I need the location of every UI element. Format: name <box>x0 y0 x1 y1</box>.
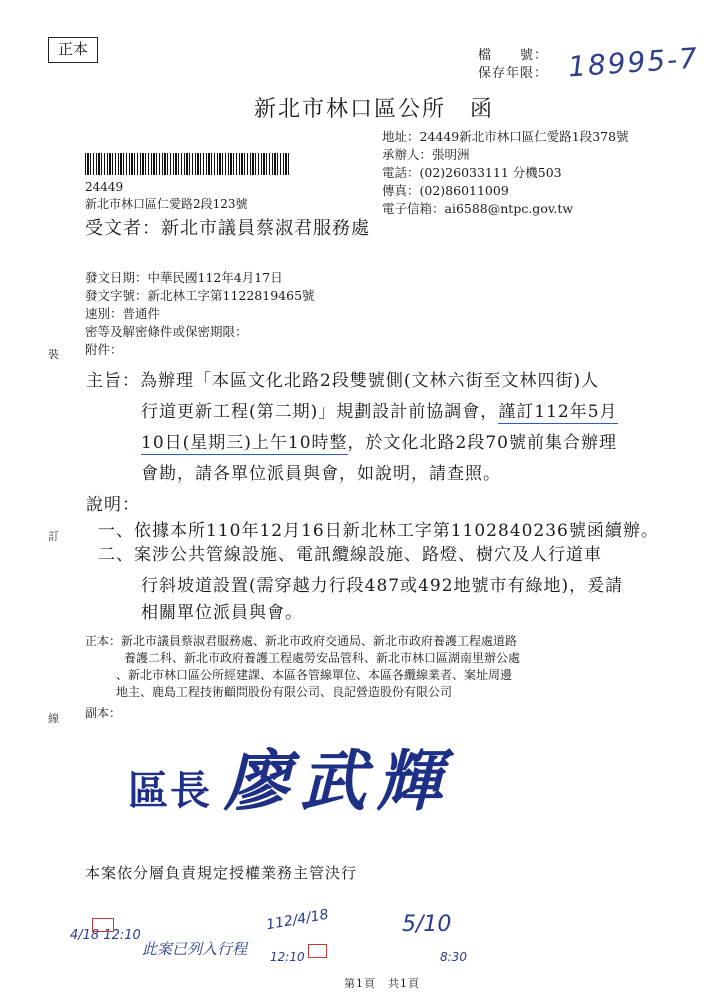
phone-number: 電話：(02)26033111 分機503 <box>382 165 562 180</box>
cc-line-3: 、新北市林口區公所經建課、本區各管線單位、本區各纜線業者、案址周邊 <box>116 668 513 682</box>
subject-line-3-text: ，於文化北路2段70號前集合辦理 <box>347 433 617 453</box>
binding-mark-top: 裝 <box>48 348 59 361</box>
secrecy-level: 密等及解密條件或保密期限： <box>85 324 248 339</box>
handwritten-received-date: 4/18 12:10 <box>70 928 141 943</box>
document-number: 發文字號：新北林工字第1122819465號 <box>85 288 315 303</box>
archive-number-label: 檔 號： <box>478 48 549 63</box>
recipient: 受文者：新北市議員蔡淑君服務處 <box>85 218 370 239</box>
explanation-item-2: 二、案涉公共管線設施、電訊纜線設施、路燈、樹穴及人行道車 <box>98 545 602 565</box>
recipient-zip: 24449 <box>85 180 124 194</box>
issue-date: 發文日期：中華民國112年4月17日 <box>85 270 283 285</box>
attachments: 附件： <box>85 342 123 357</box>
meeting-time-highlight: 10日(星期三)上午10時整 <box>141 433 348 453</box>
red-handler-stamp-box <box>312 946 323 956</box>
handwritten-meeting-time: 8:30 <box>440 950 467 964</box>
document-title: 新北市林口區公所 函 <box>253 97 494 122</box>
signature-block <box>128 728 452 823</box>
signature-title: 區長 <box>128 767 212 814</box>
subject-line-1: 主旨：為辦理「本區文化北路2段雙號側(文林六街至文林四街)人 <box>86 371 600 391</box>
page-number: 第1頁 共1頁 <box>344 977 420 990</box>
urgency: 速別：普通件 <box>85 306 161 321</box>
postal-barcode <box>85 153 290 175</box>
email-address: 電子信箱：ai6588@ntpc.gov.tw <box>382 201 574 216</box>
copy-type-badge: 正本 <box>48 37 98 63</box>
binding-mark-bottom: 線 <box>48 712 59 725</box>
explanation-item-1: 一、依據本所110年12月16日新北林工字第1102840236號函續辦。 <box>98 521 659 541</box>
red-handler-stamp <box>308 944 327 958</box>
explanation-item-2-cont: 行斜坡道設置(需穿越力行段487或492地號市有綠地)，爰請 <box>141 576 624 596</box>
handwritten-schedule-note: 此案已列入行程 <box>142 940 248 958</box>
cc-line-1: 正本：新北市議員蔡淑君服務處、新北市政府交通局、新北市政府養護工程處道路 <box>85 634 518 648</box>
subject-line-3 <box>141 428 617 459</box>
cc-line-2: 養護二科、新北市政府養護工程處勞安品管科、新北市林口區湖南里辦公處 <box>124 651 521 665</box>
handwritten-date-middle: 112/4/18 <box>265 906 330 934</box>
subject-line-2 <box>141 397 618 428</box>
handwritten-file-number: 18995-7 <box>567 41 700 84</box>
explanation-item-2-end: 相關單位派員與會。 <box>141 603 303 623</box>
explanation-label: 說明： <box>86 495 140 515</box>
signature-name: 廖武輝 <box>224 742 452 820</box>
handwritten-meeting-date: 5/10 <box>402 912 452 937</box>
meeting-date-highlight: 謹訂112年5月 <box>498 402 618 422</box>
retention-label: 保存年限： <box>478 66 549 81</box>
handler-name: 承辦人：張明洲 <box>382 147 470 162</box>
subject-line-4: 會勘，請各單位派員與會，如說明，請查照。 <box>141 464 501 484</box>
binding-mark-middle: 訂 <box>48 530 59 543</box>
fax-number: 傳真：(02)86011009 <box>382 183 509 198</box>
red-receipt-stamp <box>92 918 114 932</box>
subject-line-2-text: 行道更新工程(第二期)」規劃設計前協調會， <box>141 402 499 422</box>
cc-line-4: 地主、鹿島工程技術顧問股份有限公司、良記營造股份有限公司 <box>116 685 453 699</box>
handwritten-time-middle: 12:10 <box>270 950 305 964</box>
red-receipt-stamp-box <box>96 920 110 930</box>
secondary-copy-label: 副本： <box>85 706 122 720</box>
delegation-note: 本案依分層負責規定授權業務主管決行 <box>85 864 358 882</box>
recipient-address: 新北市林口區仁愛路2段123號 <box>85 197 248 211</box>
sender-address: 地址：24449新北市林口區仁愛路1段378號 <box>382 129 629 144</box>
